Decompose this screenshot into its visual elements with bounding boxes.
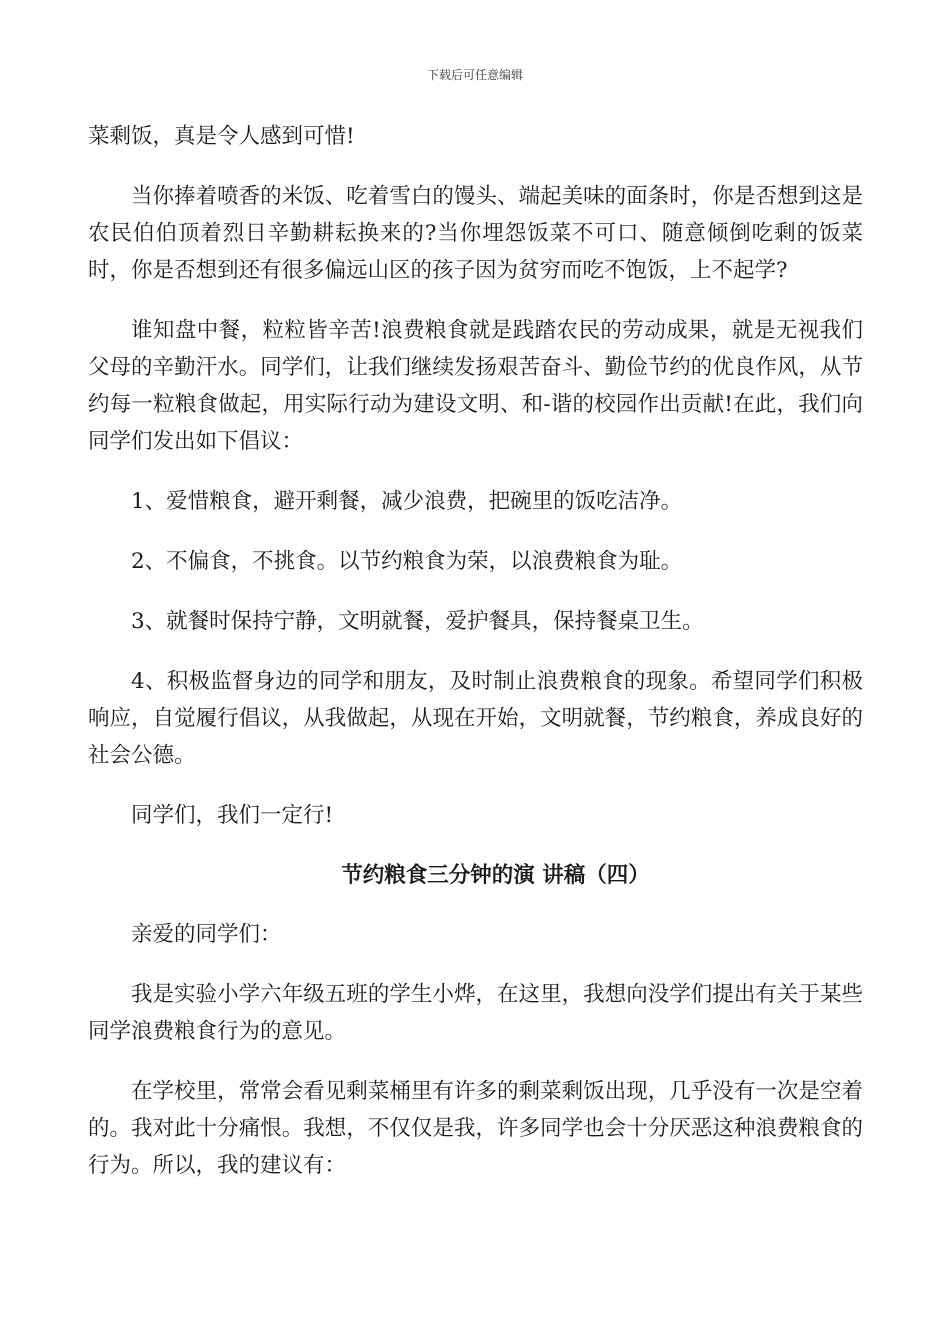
paragraph: 我是实验小学六年级五班的学生小烨，在这里，我想向没学们提出有关于某些同学浪费粮食行为的意见。 [88,982,863,1044]
paragraph: 同学们，我们一定行! [131,803,334,828]
paragraph: 在学校里，常常会看见剩菜桶里有许多的剩菜剩饭出现，几乎没有一次是空着的。我对此十分痛恨。我想，不仅仅是我，许多同学也会十分厌恶这种浪费粮食的行为。所以，我的建议有： [88,1079,863,1178]
paragraph: 谁知盘中餐，粒粒皆辛苦!浪费粮食就是践踏农民的劳动成果，就是无视我们父母的辛勤汗水。同学们，让我们继续发扬艰苦奋斗、勤俭节约的优良作风，从节约每一粒粮食做起，用实际行动为建设文明、和-谐的校园作出贡献!在此，我们向同学们发出如下倡议： [88,318,863,454]
salutation: 亲爱的同学们： [131,922,282,947]
list-item-3: 3、就餐时保持宁静，文明就餐，爱护餐具，保持餐桌卫生。 [131,609,704,634]
list-item-1: 1、爱惜粮食，避开剩餐，减少浪费，把碗里的饭吃洁净。 [131,489,683,514]
list-item-2: 2、不偏食，不挑食。以节约粮食为荣，以浪费粮食为耻。 [131,549,683,574]
page-header-note: 下载后可任意编辑 [426,68,523,82]
document-body [88,118,863,1207]
paragraph-continued: 菜剩饭，真是令人感到可惜! [88,124,355,149]
section-title: 节约粮食三分钟的演 讲稿（四） [341,863,650,888]
list-item-4: 4、积极监督身边的同学和朋友，及时制止浪费粮食的现象。希望同学们积极响应，自觉履行倡议，从我做起，从现在开始，文明就餐，节约粮食，养成良好的社会公德。 [88,669,863,768]
paragraph: 当你捧着喷香的米饭、吃着雪白的馒头、端起美味的面条时，你是否想到这是农民伯伯顶着烈日辛勤耕耘换来的?当你埋怨饭菜不可口、随意倾倒吃剩的饭菜时，你是否想到还有很多偏远山区的孩子因为贫穷而吃不饱饭，上不起学? [88,184,863,283]
